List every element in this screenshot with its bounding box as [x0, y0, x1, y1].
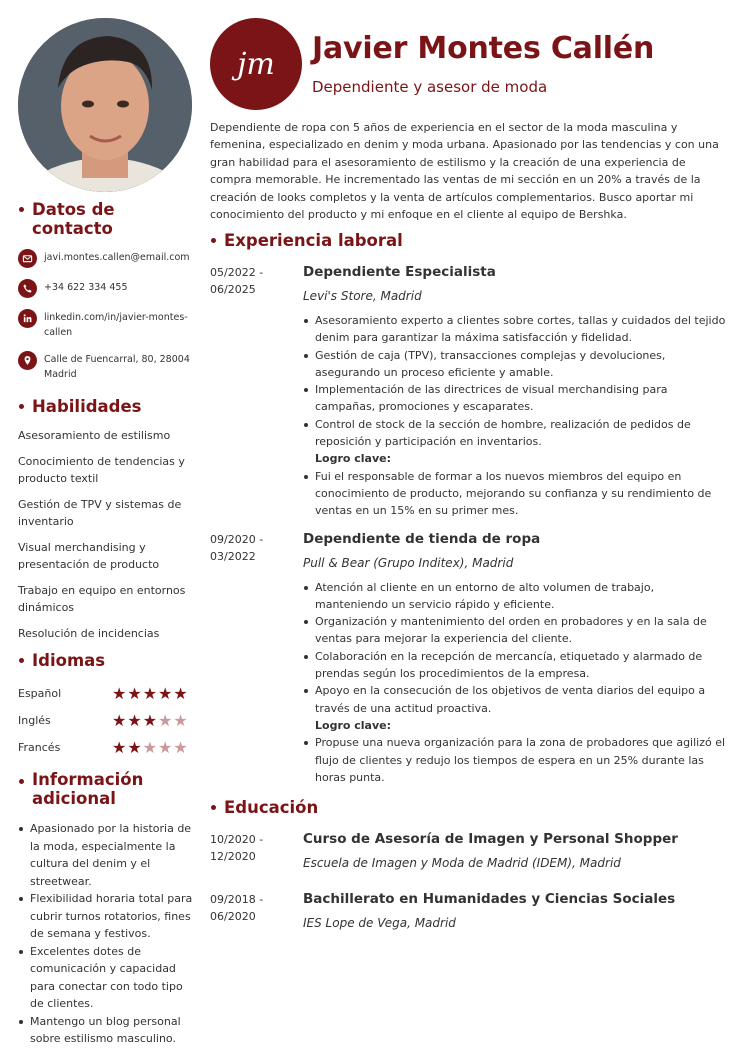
star-icon: ★ [158, 737, 173, 757]
education-entry [210, 831, 730, 871]
job-bullets [303, 579, 730, 787]
star-icon: ★ [142, 710, 158, 730]
candidate-title: Dependiente y asesor de moda [312, 78, 548, 96]
contact-email[interactable]: javi.montes.callen@email.com [18, 249, 198, 268]
job-bullet: Apoyo en la consecución de los objetivos de venta diarios del equipo a través de una actitud proactiva. [315, 682, 730, 717]
star-icon: ★ [142, 683, 158, 703]
contact-heading: Datos de contacto [18, 200, 198, 238]
star-icon: ★ [158, 683, 173, 703]
job-bullet: Colaboración en la recepción de mercancía, etiquetado y alarmado de prendas según los procedimientos de la empresa. [315, 648, 730, 683]
achievement-label: Logro clave: [315, 452, 391, 466]
job-bullet: Atención al cliente en un entorno de alto volumen de trabajo, manteniendo un servicio rápido y eficiente. [315, 579, 730, 614]
education-heading: Educación [210, 798, 730, 817]
education-section [210, 798, 730, 931]
job-body [303, 531, 730, 787]
languages-list [18, 680, 198, 761]
education-dates: 10/2020 - 12/2020 [210, 833, 264, 863]
location-pin-icon [18, 351, 37, 370]
language-row [18, 707, 198, 734]
contact-linkedin[interactable]: linkedin.com/in/javier-montes-callen [18, 309, 198, 340]
extra-list [18, 820, 198, 1048]
skills-list [18, 427, 198, 642]
star-icon: ★ [112, 710, 127, 730]
profile-photo [18, 18, 192, 192]
job-title: Dependiente de tienda de ropa [303, 530, 541, 547]
experience-section [210, 231, 730, 786]
star-icon: ★ [127, 710, 142, 730]
linkedin-icon [18, 309, 37, 328]
extra-item: Flexibilidad horaria total para cubrir turnos rotatorios, fines de semana y festivos. [30, 890, 198, 943]
language-name: Francés [18, 741, 61, 754]
profile-summary: Dependiente de ropa con 5 años de experiencia en el sector de la moda masculina y femenina, especializado en denim y moda urbana. Apasionado por las tendencias y con una gran habilidad para el asesoramiento de estilismo y la creación de una experiencia de compra memorable. He incrementado las ventas de mi sección en un 20% a través de la creación de looks completos y la venta de artículos complementarios. Busco aportar mi conocimiento del producto y mi enfoque en el cliente al equipo de Bershka. [210, 121, 719, 222]
star-icon: ★ [127, 683, 142, 703]
job-bullet: Gestión de caja (TPV), transacciones complejas y devoluciones, asegurando un proceso eficiente y amable. [315, 347, 730, 382]
languages-heading: Idiomas [18, 651, 198, 670]
education-entry [210, 891, 730, 931]
job-company: Levi's Store, Madrid [303, 289, 422, 303]
extra-item: Excelentes dotes de comunicación y capacidad para conectar con todo tipo de clientes. [30, 943, 198, 1013]
extra-heading: Información adicional [18, 770, 138, 808]
skill-item: Gestión de TPV y sistemas de inventario [18, 498, 182, 528]
monogram-badge: jm [210, 18, 302, 110]
star-icon: ★ [173, 683, 188, 703]
candidate-name: Javier Montes Callén [312, 31, 655, 66]
education-title: Bachillerato en Humanidades y Ciencias Sociales [303, 891, 676, 907]
job-entry [210, 264, 730, 520]
job-company: Pull & Bear (Grupo Inditex), Madrid [303, 555, 514, 570]
job-bullet: Implementación de las directrices de visual merchandising para campañas, promociones y escaparates. [315, 381, 730, 416]
job-bullet: Control de stock de la sección de hombre, realización de pedidos de reposición y participación en inventarios. [315, 416, 730, 451]
star-icon: ★ [142, 737, 158, 757]
star-icon: ★ [127, 737, 142, 757]
job-bullet: Organización y mantenimiento del orden en probadores y en la sala de ventas para mejorar la experiencia del cliente. [315, 613, 730, 648]
contact-phone[interactable]: +34 622 334 455 [18, 279, 198, 298]
contact-list [18, 249, 198, 382]
job-entry [210, 531, 730, 787]
language-name: Inglés [18, 714, 51, 727]
job-bullets [303, 312, 730, 520]
education-body [303, 831, 730, 871]
skill-item: Conocimiento de tendencias y producto textil [18, 455, 185, 485]
contact-address: Calle de Fuencarral, 80, 28004 Madrid [18, 351, 198, 382]
extra-item: Apasionado por la historia de la moda, especialmente la cultura del denim y el streetwear. [30, 820, 198, 890]
skill-item: Resolución de incidencias [18, 627, 160, 640]
star-icon: ★ [112, 683, 127, 703]
education-school: Escuela de Imagen y Moda de Madrid (IDEM), Madrid [303, 856, 621, 870]
job-title: Dependiente Especialista [303, 264, 496, 280]
phone-icon [18, 279, 37, 298]
skill-item: Visual merchandising y presentación de producto [18, 541, 160, 571]
star-icon: ★ [173, 710, 188, 730]
education-body [303, 891, 730, 931]
experience-heading: Experiencia laboral [210, 231, 730, 250]
language-level-stars [112, 683, 188, 703]
language-level-stars [112, 710, 188, 730]
education-school: IES Lope de Vega, Madrid [303, 916, 456, 930]
skill-item: Trabajo en equipo en entornos dinámicos [18, 584, 186, 614]
education-dates: 09/2018 - 06/2020 [210, 893, 264, 923]
email-icon [18, 249, 37, 268]
language-name: Español [18, 687, 62, 700]
job-dates: 05/2022 - 06/2025 [210, 266, 264, 296]
achievement-label: Logro clave: [315, 718, 391, 732]
language-row [18, 680, 198, 707]
language-level-stars [112, 737, 188, 757]
job-body [303, 264, 730, 520]
extra-item: Mantengo un blog personal sobre estilismo masculino. [30, 1013, 198, 1048]
skills-heading: Habilidades [18, 397, 198, 416]
achievement-text: Fui el responsable de formar a los nuevos miembros del equipo en conocimiento de producto, mejorando su confianza y su rendimiento de ventas en un 15% en su primer mes. [315, 468, 730, 520]
achievement-text: Propuse una nueva organización para la zona de probadores que agilizó el flujo de clientes y redujo los tiempos de espera en un 25% durante las horas punta. [315, 734, 730, 786]
skill-item: Asesoramiento de estilismo [18, 429, 171, 442]
star-icon: ★ [173, 737, 188, 757]
star-icon: ★ [112, 737, 127, 757]
education-title: Curso de Asesoría de Imagen y Personal Shopper [303, 831, 678, 847]
job-dates: 09/2020 - 03/2022 [210, 532, 264, 563]
job-bullet: Asesoramiento experto a clientes sobre cortes, tallas y cuidados del tejido denim para garantizar la máxima satisfacción y fidelidad. [315, 312, 730, 347]
left-column [18, 200, 198, 1048]
star-icon: ★ [158, 710, 173, 730]
language-row [18, 734, 198, 761]
